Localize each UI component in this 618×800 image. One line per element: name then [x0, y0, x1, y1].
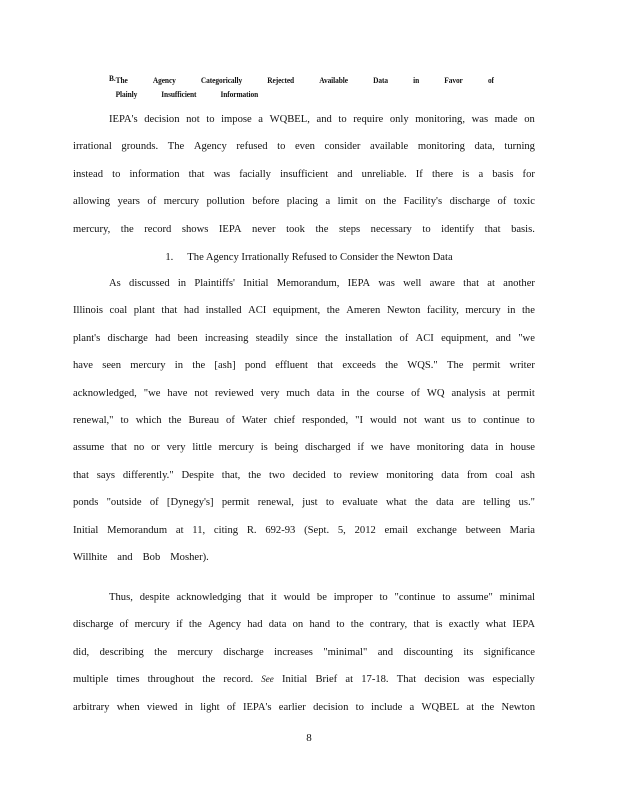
section-heading [109, 73, 494, 101]
text-line: arbitrary when viewed in light of IEPA's earlier decision to include a WQBEL at the Newton [73, 701, 535, 713]
text-line: mercury, the record shows IEPA never took the steps necessary to identify that basis. [73, 223, 535, 235]
text-line: Illinois coal plant that had installed ACI equipment, the Ameren Newton facility, mercury in the [73, 305, 535, 317]
page-number: 8 [306, 732, 312, 744]
text-line: As discussed in Plaintiffs' Initial Memorandum, IEPA was well aware that at another [109, 278, 535, 289]
section-letter: B. [109, 73, 116, 83]
text-line: discharge of mercury if the Agency had data on hand to the contrary, that is exactly what IEPA [73, 619, 535, 631]
subsection-number: 1. [165, 252, 174, 263]
text-line: assume that no or very little mercury is being discharged if we have monitoring data in house [73, 442, 535, 454]
subsection-title: The Agency Irrationally Refused to Consider the Newton Data [187, 252, 453, 263]
text-line: plant's discharge had been increasing steadily since the installation of ACI equipment, and "we [73, 332, 535, 344]
text-line: irrational grounds. The Agency refused to even consider available monitoring data, turning [73, 141, 535, 153]
text-line: have seen mercury in the [ash] pond effluent that exceeds the WQS." The permit writer [73, 360, 535, 372]
text-line: renewal," to which the Bureau of Water chief responded, "I would not want us to continue to [73, 415, 535, 426]
text-line: Thus, despite acknowledging that it would be improper to "continue to assume" minimal [109, 592, 535, 603]
text-line: acknowledged, "we have not reviewed very much data in the course of WQ analysis at permit [73, 387, 535, 399]
text-line: IEPA's decision not to impose a WQBEL, and to require only monitoring, was made on [109, 114, 535, 125]
text-line: ponds "outside of [Dynegy's] permit renewal, just to evaluate what the data are telling us." [73, 497, 535, 509]
text-line: Initial Memorandum at 11, citing R. 692-93 (Sept. 5, 2012 email exchange between Maria [73, 524, 535, 536]
text-line: did, describing the mercury discharge increases "minimal" and discounting its significance [73, 646, 535, 658]
text-line: allowing years of mercury pollution before placing a limit on the Facility's discharge of toxic [73, 196, 535, 208]
text-line: Willhite and Bob Mosher). [73, 552, 209, 563]
text-line: multiple times throughout the record. See Initial Brief at 17-18. That decision was especially [73, 674, 535, 686]
text-line: instead to information that was facially insufficient and unreliable. If there is a basis for [73, 168, 535, 180]
subsection-heading [0, 252, 618, 263]
text-line: that says differently." Despite that, the two decided to review monitoring data from coal ash [73, 469, 535, 481]
section-title: The Agency Categorically Rejected Available Data in Favor of Plainly Insufficient Information [115, 75, 494, 99]
